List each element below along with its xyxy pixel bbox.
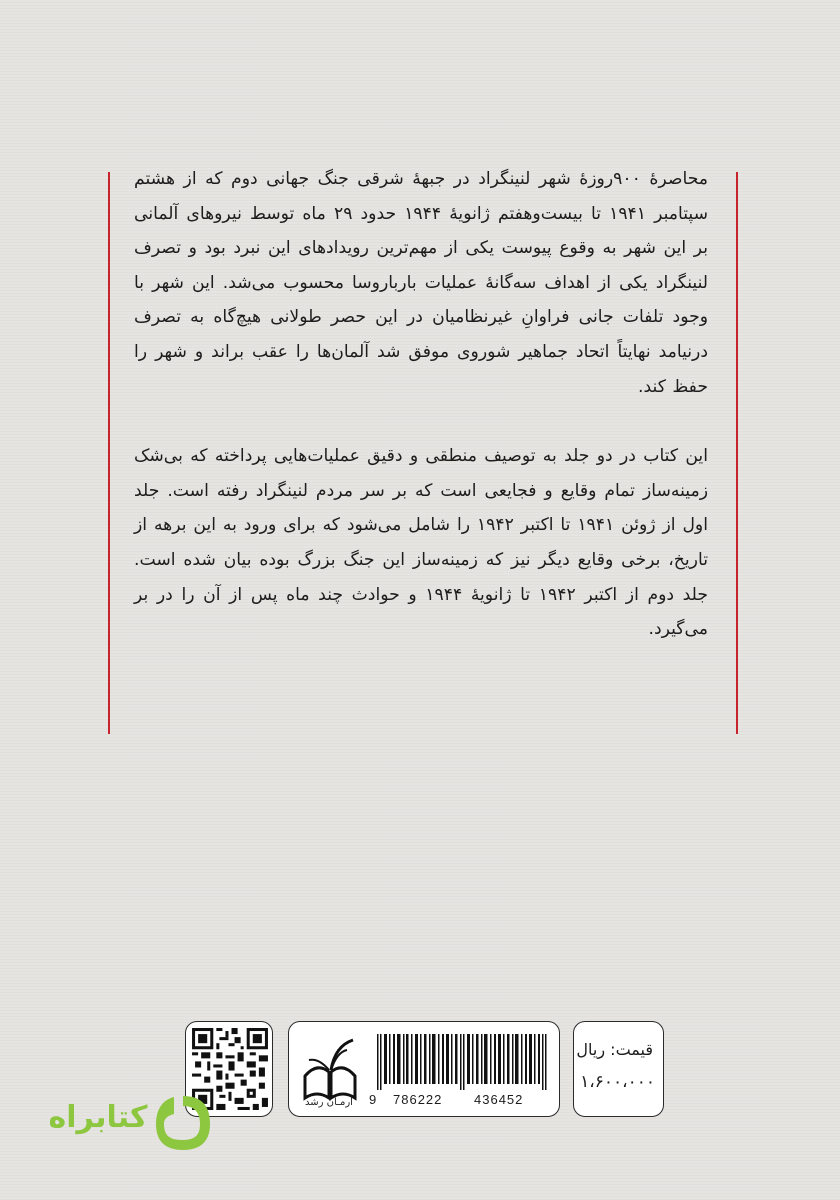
price-value: ۱،۶۰۰،۰۰۰ (580, 1072, 655, 1092)
left-red-rule (108, 172, 110, 734)
synopsis-paragraph-1: محاصرهٔ ۹۰۰روزهٔ شهر لنینگراد در جبههٔ شرقی جنگ جهانی دوم که از هشتم سپتامبر ۱۹۴۱ تا بیست‌وهفتم ژانویهٔ ۱۹۴۴ حدود ۲۹ ماه توسط نیروهای آلمانی بر این شهر به وقوع پیوست یکی از مهم‌ترین رویدادهای این نبرد بود و تصرف لنینگراد یکی از اهداف سه‌گانهٔ عملیات بارباروسا محسوب می‌شد. این شهر با وجود تلفات جانی فراوانِ غیرنظامیان در این حصر طولانی هیچ‌گاه به تصرف درنیامد نهایتاً اتحاد جماهیر شوروی موفق شد آلمان‌ها را عقب براند و شهر را حفظ کند. (134, 169, 709, 397)
publisher-name: آرمـان رشد (305, 1097, 353, 1108)
isbn-prefix: 9 (369, 1092, 377, 1107)
right-red-rule (736, 172, 738, 734)
back-cover-synopsis (134, 162, 708, 647)
price-label: قیمت: ریال (576, 1040, 653, 1059)
barcode-box (288, 1021, 560, 1117)
synopsis-paragraph-2: این کتاب در دو جلد به توصیف منطقی و دقیق عملیات‌هایی پرداخته که بی‌شک زمینه‌ساز تمام وقایع و فجایعی است که بر سر مردم لنینگراد رفته است. جلد اول از ژوئن ۱۹۴۱ تا اکتبر ۱۹۴۲ را شامل می‌شود که برای ورود به این برهه از تاریخ، برخی وقایع دیگر نیز که زمینه‌ساز این جنگ بزرگ بوده بیان شده است. جلد دوم از اکتبر ۱۹۴۲ تا ژانویهٔ ۱۹۴۴ و حوادث چند ماه پس از آن را در بر می‌گیرد. (134, 446, 709, 640)
isbn-group-2: 436452 (474, 1092, 524, 1107)
isbn-barcode (377, 1034, 547, 1090)
ketabrah-wordmark: کتابراه (48, 1100, 148, 1135)
price-box (573, 1021, 664, 1117)
isbn-group-1: 786222 (393, 1092, 443, 1107)
ketabrah-leaf-icon (152, 1092, 214, 1154)
ketabrah-logo (42, 1092, 222, 1156)
